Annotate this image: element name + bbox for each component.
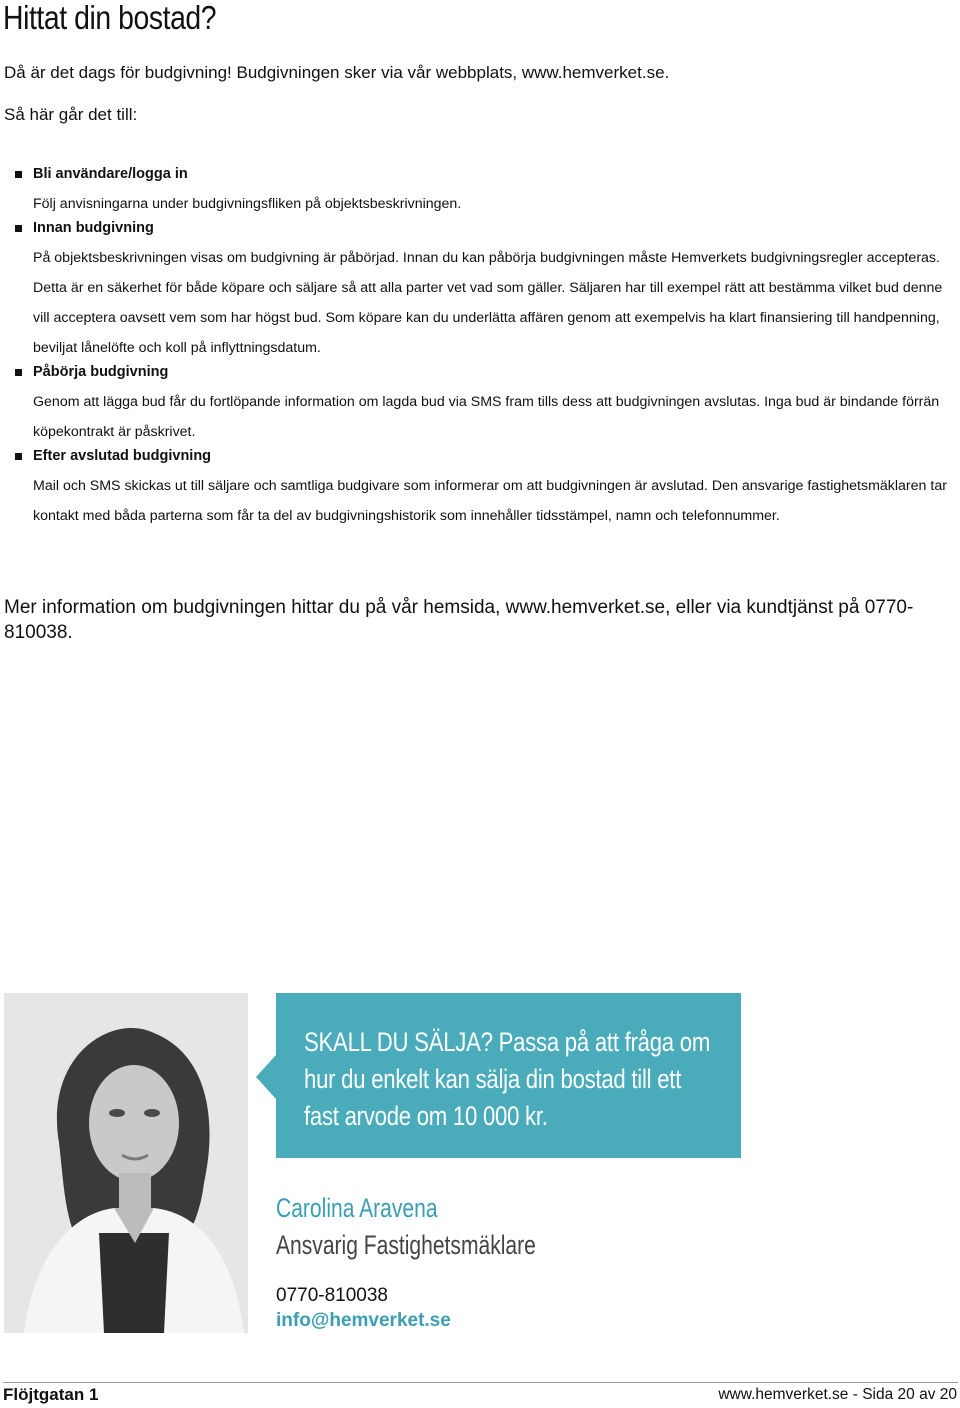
square-bullet-icon (15, 171, 22, 178)
promo-line-1: SKALL DU SÄLJA? Passa på att fråga om (304, 1027, 711, 1057)
agent-portrait-image (4, 993, 248, 1333)
agent-role: Ansvarig Fastighetsmäklare (276, 1230, 536, 1260)
agent-phone: 0770-810038 (276, 1285, 388, 1306)
list-item (0, 361, 960, 447)
promo-line-3: fast arvode om 10 000 kr. (304, 1101, 548, 1131)
intro-text: Då är det dags för budgivning! Budgivningen sker via vår webbplats, www.hemverket.se. (4, 63, 670, 82)
footer-divider (3, 1382, 958, 1383)
more-info-text: Mer information om budgivningen hittar du på vår hemsida, www.hemverket.se, eller via kundtjänst på 0770-810038. (4, 597, 914, 643)
agent-photo (4, 993, 248, 1333)
square-bullet-icon (15, 369, 22, 376)
list-item (0, 445, 960, 531)
footer-address: Flöjtgatan 1 (3, 1385, 99, 1404)
steps-list (0, 163, 960, 531)
step-body: Följ anvisningarna under budgivningsfliken på objektsbeskrivningen. (33, 196, 462, 212)
footer-page-info: www.hemverket.se - Sida 20 av 20 (718, 1386, 957, 1403)
square-bullet-icon (15, 453, 22, 460)
step-heading: Innan budgivning (33, 220, 154, 236)
promo-pointer (256, 1055, 276, 1099)
step-heading: Påbörja budgivning (33, 364, 169, 380)
promo-text (304, 1024, 711, 1135)
list-item (0, 217, 960, 363)
list-item (0, 163, 960, 219)
agent-name: Carolina Aravena (276, 1193, 438, 1223)
agent-email-link[interactable]: info@hemverket.se (276, 1310, 451, 1331)
step-body: Genom att lägga bud får du fortlöpande information om lagda bud via SMS fram tills dess att budgivningen avslutas. Inga bud är bindande förrän köpekontrakt är påskrivet. (33, 394, 940, 440)
square-bullet-icon (15, 225, 22, 232)
promo-line-2: hur du enkelt kan sälja din bostad till ett (304, 1064, 682, 1094)
step-body: Mail och SMS skickas ut till säljare och samtliga budgivare som informerar om att budgivningen är avslutad. Den ansvarige fastighetsmäklaren tar kontakt med båda parterna som får ta del av budgivningshistorik som innehåller tidsstämpel, namn och telefonnummer. (33, 478, 947, 524)
step-heading: Efter avslutad budgivning (33, 448, 212, 464)
step-heading: Bli användare/logga in (33, 166, 188, 182)
step-body: På objektsbeskrivningen visas om budgivning är påbörjad. Innan du kan påbörja budgivningen måste Hemverkets budgivningsregler accepteras. Detta är en säkerhet för både köpare och säljare så att alla parter vet vad som gäller. Säljaren har till exempel rätt att bestämma vilket bud denne vill acceptera oavsett vem som har högst bud. Som köpare kan du underlätta affären genom att exempelvis ha klart finansiering till handpenning, beviljat lånelöfte och koll på inflyttningsdatum. (33, 250, 943, 356)
intro-subheading: Så här går det till: (4, 105, 138, 124)
page-title: Hittat din bostad? (3, 0, 217, 36)
